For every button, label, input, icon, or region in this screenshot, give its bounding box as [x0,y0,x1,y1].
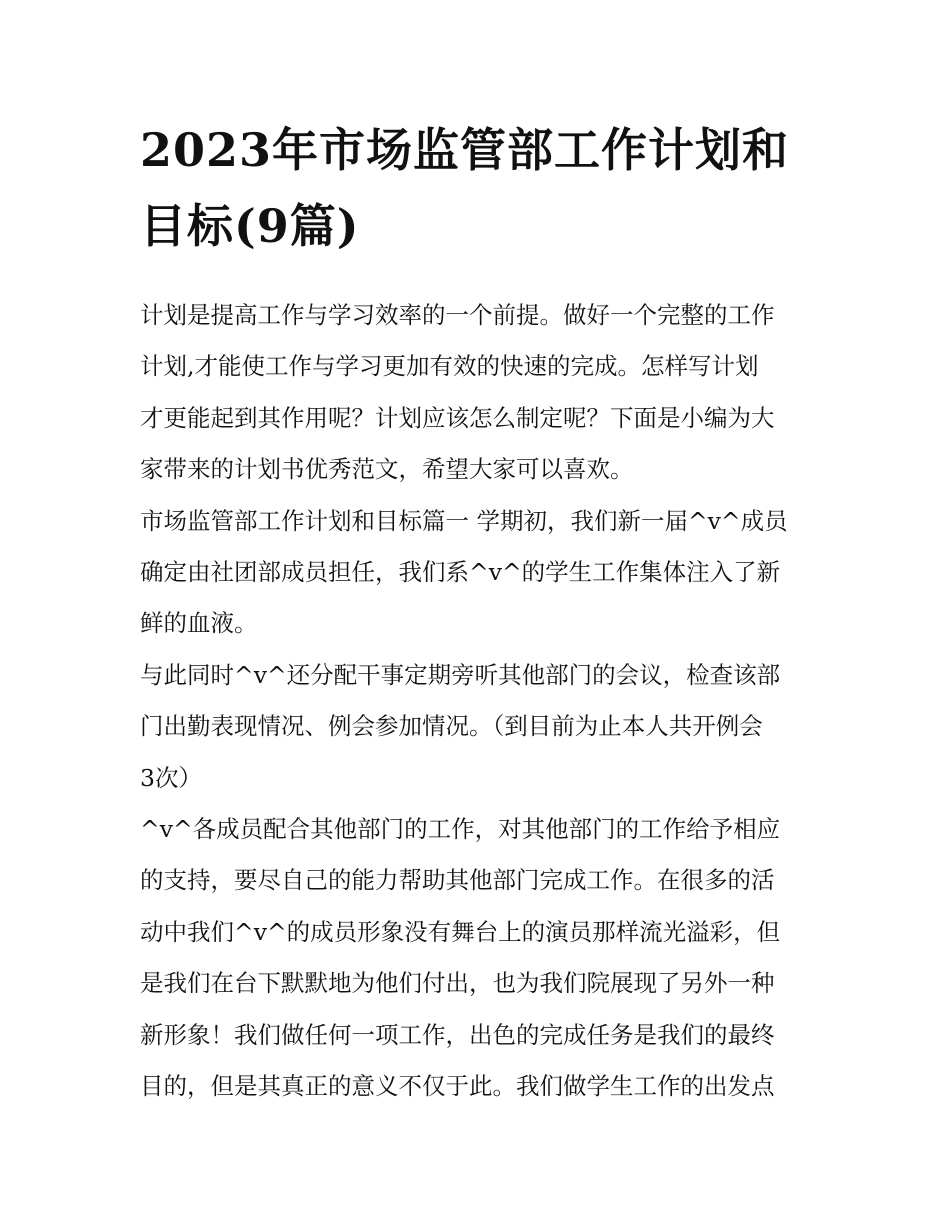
text-line: 的支持，要尽自己的能力帮助其他部门完成工作。在很多的活 [140,866,775,895]
document-body [140,290,815,1113]
text-line: 与此同时^v^还分配干事定期旁听其他部门的会议，检查该部 [140,660,781,689]
paragraph-section-one [140,496,815,650]
text-line: 门出勤表现情况、例会参加情况。（到目前为止本人共开例会 [140,712,763,741]
paragraph-meetings [140,650,815,804]
paragraph-cooperation [140,804,815,1112]
title-line: 2023年市场监管部工作计划和 [140,123,790,177]
text-line: 3次） [140,763,202,792]
text-line: 家带来的计划书优秀范文，希望大家可以喜欢。 [140,455,634,484]
text-line: 市场监管部工作计划和目标篇一 学期初，我们新一届^v^成员 [140,506,788,535]
paragraph-intro [140,290,815,496]
text-line: 是我们在台下默默地为他们付出，也为我们院展现了另外一种 [140,969,775,998]
document-page [140,112,815,1113]
text-line: 目的，但是其真正的意义不仅于此。我们做学生工作的出发点 [140,1072,775,1101]
text-line: 才更能起到其作用呢？计划应该怎么制定呢？下面是小编为大 [140,403,775,432]
text-line: 计划是提高工作与学习效率的一个前提。做好一个完整的工作 [140,301,775,329]
text-line: 鲜的血液。 [140,609,258,638]
text-line: ^v^各成员配合其他部门的工作，对其他部门的工作给予相应 [140,815,781,844]
document-title [140,112,815,264]
text-line: 计划,才能使工作与学习更加有效的快速的完成。怎样写计划 [140,352,759,381]
text-line: 新形象！我们做任何一项工作，出色的完成任务是我们的最终 [140,1020,775,1049]
text-line: 动中我们^v^的成员形象没有舞台上的演员那样流光溢彩，但 [140,917,781,946]
title-line: 目标(9篇) [140,199,360,253]
text-line: 确定由社团部成员担任，我们系^v^的学生工作集体注入了新 [140,558,781,587]
